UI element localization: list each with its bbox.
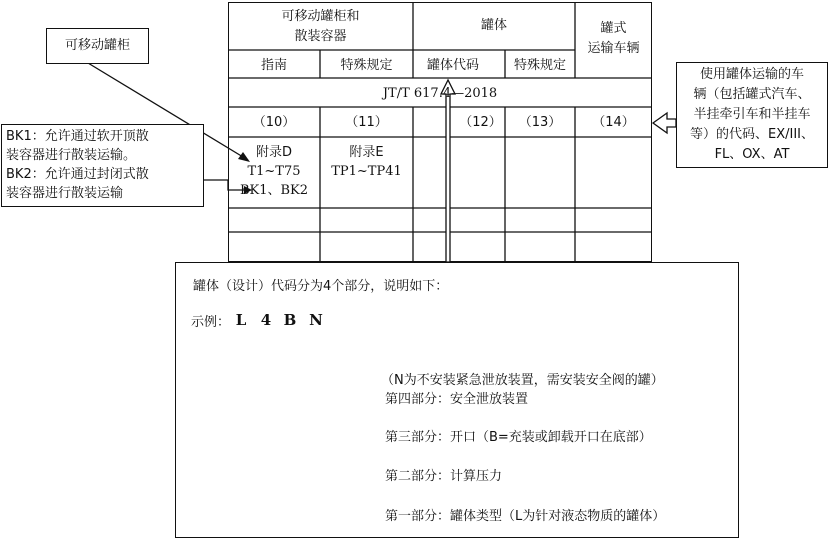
code-part4-note: （N为不安装紧急泄放装置，需安装安全阀的罐） bbox=[381, 373, 664, 388]
header-movable-line1: 可移动罐柜和 bbox=[281, 9, 360, 24]
code-part1: 第一部分：罐体类型（L为针对液态物质的罐体） bbox=[385, 509, 666, 524]
vehicle-note-line2: 辆（包括罐式汽车、 bbox=[693, 87, 811, 102]
code-part4: 第四部分：安全泄放装置 bbox=[385, 392, 529, 407]
vehicle-note-line3: 半挂牵引车和半挂车 bbox=[693, 107, 811, 122]
col10-line2: T1~T75 bbox=[247, 164, 301, 179]
subheader-guide: 指南 bbox=[260, 58, 287, 73]
header-vehicle-line2: 运输车辆 bbox=[587, 41, 640, 56]
subheader-special-2: 特殊规定 bbox=[513, 58, 566, 73]
code-part3: 第三部分：开口（B=充装或卸载开口在底部） bbox=[385, 430, 652, 445]
vehicle-note-line1: 使用罐体运输的车 bbox=[699, 67, 804, 82]
header-tank: 罐体 bbox=[480, 18, 507, 33]
header-movable-line2: 散装容器 bbox=[294, 29, 347, 44]
standard-ref: JT/T 617.4—2018 bbox=[382, 86, 498, 101]
code-letter-B: B bbox=[283, 311, 297, 329]
code-letter-4: 4 bbox=[260, 311, 272, 329]
example-label: 示例： bbox=[191, 315, 231, 330]
subheader-tank-code: 罐体代码 bbox=[426, 58, 479, 73]
bk-note-line4: 装容器进行散装运输 bbox=[6, 186, 124, 201]
col-number-11: （11） bbox=[345, 115, 388, 130]
col10-line1: 附录D bbox=[255, 145, 292, 160]
col10-line3: BK1、BK2 bbox=[239, 183, 309, 198]
vehicle-note-line4: 等）的代码、EX/III、 bbox=[689, 127, 814, 142]
col-number-12: （12） bbox=[459, 115, 502, 130]
bk-note-line2: 装容器进行散装运输。 bbox=[6, 148, 137, 163]
col-number-14: （14） bbox=[592, 115, 635, 130]
col-number-13: （13） bbox=[518, 115, 562, 130]
vehicle-note-line5: FL、OX、AT bbox=[714, 147, 790, 162]
bk-note-line1: BK1：允许通过软开顶散 bbox=[6, 129, 149, 144]
code-letter-L: L bbox=[235, 311, 247, 329]
code-part2: 第二部分：计算压力 bbox=[385, 469, 503, 484]
code-intro: 罐体（设计）代码分为4个部分，说明如下： bbox=[193, 279, 449, 294]
callout-movable-tank-label: 可移动罐柜 bbox=[64, 38, 130, 53]
col-number-10: （10） bbox=[252, 115, 296, 130]
col11-line2: TP1~TP41 bbox=[331, 164, 402, 179]
header-vehicle-line1: 罐式 bbox=[600, 21, 627, 36]
bk-note-line3: BK2：允许通过封闭式散 bbox=[6, 167, 149, 182]
subheader-special-1: 特殊规定 bbox=[340, 58, 393, 73]
code-letter-N: N bbox=[309, 311, 323, 329]
col11-line1: 附录E bbox=[349, 145, 384, 160]
